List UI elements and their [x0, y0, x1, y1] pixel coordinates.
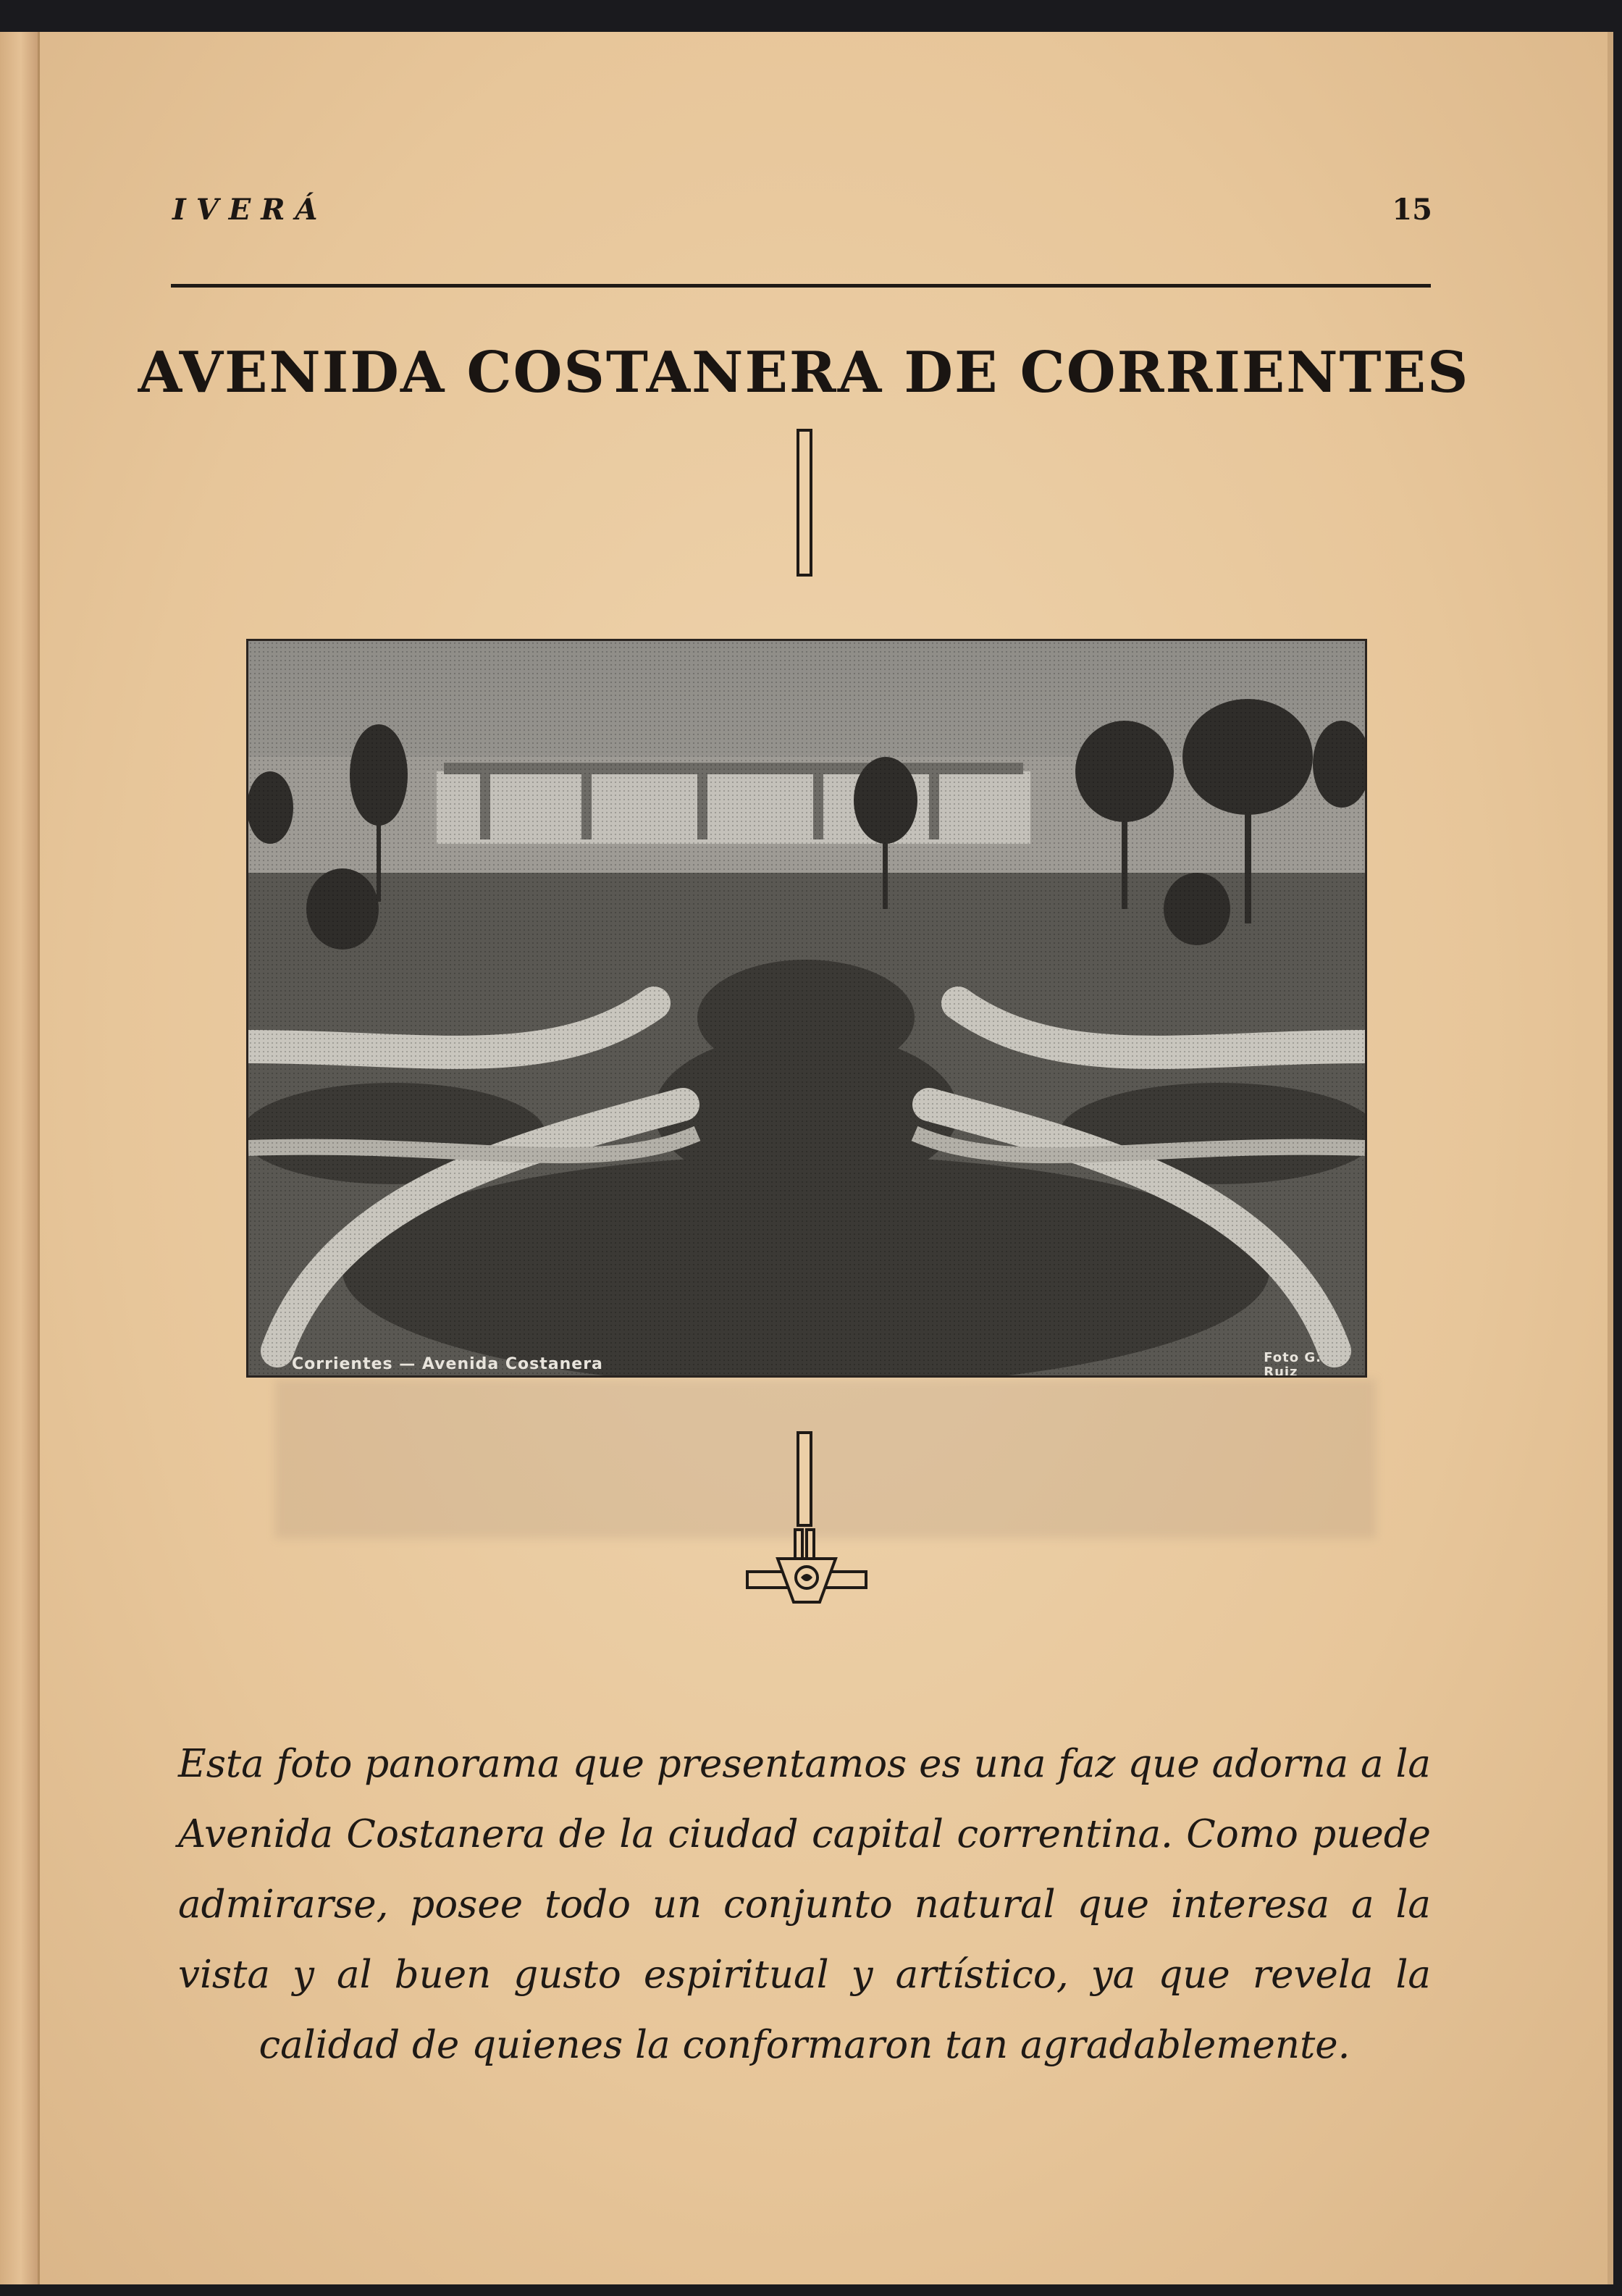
book-page	[0, 32, 1613, 2284]
photo-credit	[1264, 1351, 1321, 1378]
photo-credit-line2: Ruiz	[1264, 1365, 1298, 1378]
bleed-through-shadow	[275, 1379, 1376, 1538]
page-number: 15	[1392, 193, 1432, 227]
running-head	[172, 193, 1432, 243]
halftone-photograph	[246, 639, 1367, 1378]
header-rule	[171, 284, 1431, 288]
ornament-icon	[744, 1527, 869, 1614]
decorative-bar-bottom	[797, 1431, 812, 1527]
article-title: AVENIDA COSTANERA DE CORRIENTES	[138, 340, 1470, 406]
photo-caption-left: Corrientes — Avenida Costanera	[292, 1355, 603, 1373]
running-title: IVERÁ	[172, 193, 328, 227]
photo-caption	[248, 1351, 1367, 1378]
article-body: Esta foto panorama que presentamos es una faz que adorna a la Avenida Costanera de la ciudad capital correntina. Como puede admirarse, posee todo un conjunto natural que interesa a la vista y al buen gusto espiritual y artístico, ya que revela la calidad de quienes la conformaron tan agradablemente.	[178, 1742, 1431, 2067]
decorative-bar-top	[797, 429, 812, 577]
garden-photo-illustration	[248, 641, 1365, 1375]
photo-credit-line1: Foto G.	[1264, 1350, 1321, 1365]
